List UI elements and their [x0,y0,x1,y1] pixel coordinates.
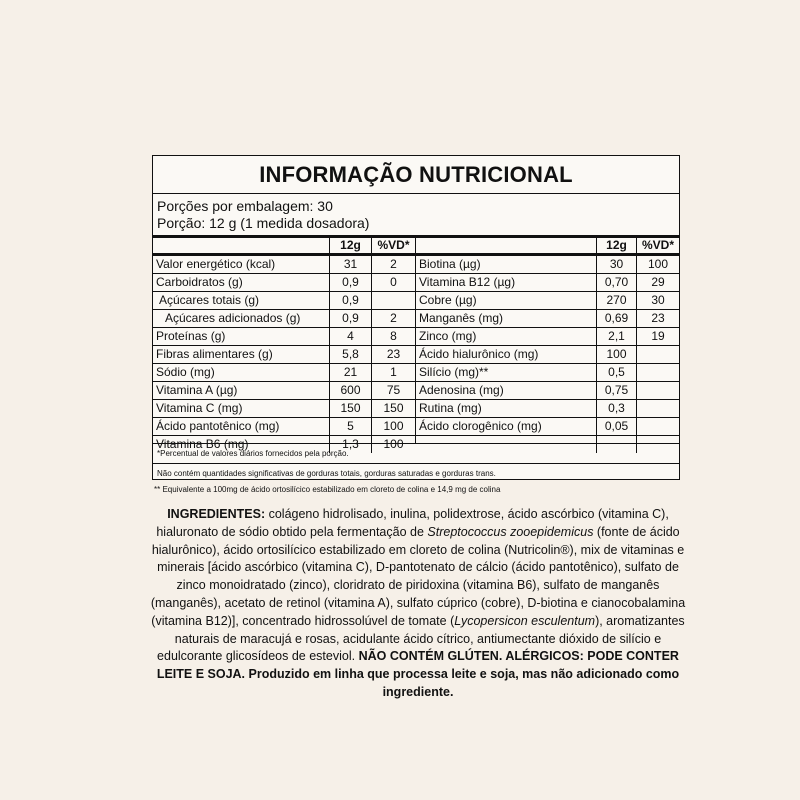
nutrient-amount: 0,9 [329,274,371,292]
ingredients-species: Lycopersicon esculentum [454,613,596,628]
nutrient-amount: 0,75 [596,382,636,400]
nutrient-name: Biotina (µg) [416,256,596,274]
nutrient-name: Silício (mg)** [416,364,596,382]
nutrient-amount: 30 [596,256,636,274]
ingredients-species: Streptococcus zooepidemicus [427,524,594,539]
portion-info [153,194,679,238]
nutrient-name: Ácido pantotênico (mg) [153,418,329,436]
nutrient-amount: 0,9 [329,310,371,328]
nutrition-facts-table [152,155,680,480]
nutrient-amount: 600 [329,382,371,400]
nutrient-vd [636,418,679,436]
nutrient-name: Carboidratos (g) [153,274,329,292]
footnote-vd: *Percentual de valores diários fornecidos pela porção. [153,444,679,464]
nutrient-amount: 1,3 [329,436,371,453]
nutrient-vd [636,364,679,382]
nutrient-name: Sódio (mg) [153,364,329,382]
nutrient-amount: 4 [329,328,371,346]
footnote-fats: Não contém quantidades significativas de gorduras totais, gorduras saturadas e gorduras trans. [157,469,496,478]
nutrient-name: Ácido clorogênico (mg) [416,418,596,436]
ingredients-text: colágeno hidrolisado, inulina, polidextrose, ácido ascórbico (vitamina C), hialuronato de sódio obtido pela fermentação de [156,507,669,539]
nutrient-name [416,436,596,453]
nutrient-vd: 8 [371,328,415,346]
nutrient-name: Vitamina B12 (µg) [416,274,596,292]
nutrient-amount: 2,1 [596,328,636,346]
header-blank [153,238,329,256]
nutrient-name: Vitamina B6 (mg) [156,437,249,451]
nutrient-vd [371,292,415,310]
header-vd: %VD* [371,238,415,256]
nutrient-vd: 23 [371,346,415,364]
nutrient-amount: 0,9 [329,292,371,310]
nutrient-amount: 0,05 [596,418,636,436]
nutrient-vd: 0 [371,274,415,292]
nutrient-vd [636,400,679,418]
ingredients-paragraph [150,506,686,702]
nutrient-amount: 0,70 [596,274,636,292]
portion-size: Porção: 12 g (1 medida dosadora) [157,215,370,231]
nutrient-name: Rutina (mg) [416,400,596,418]
nutrient-table-left [153,238,416,451]
nutrient-amount: 5 [329,418,371,436]
silicon-note: ** Equivalente a 100mg de ácido ortosilícico estabilizado em cloreto de colina e 14,9 mg de colina [154,485,501,494]
ingredients-label: INGREDIENTES: [167,507,266,521]
nutrient-vd: 30 [636,292,679,310]
header-amount: 12g [329,238,371,256]
nutrient-vd: 2 [371,310,415,328]
nutrient-amount: 0,69 [596,310,636,328]
nutrient-vd: 23 [636,310,679,328]
nutrient-name: Manganês (mg) [416,310,596,328]
nutrient-name: Proteínas (g) [153,328,329,346]
nutrient-vd: 100 [636,256,679,274]
nutrient-amount: 100 [596,346,636,364]
nutrient-amount: 0,3 [596,400,636,418]
ingredients-text: ), aromatizantes naturais de maracujá e rosas, acidulante ácido cítrico, antiumectante dióxido de silício e edulcorante glicosídeos de esteviol. [157,613,685,664]
header-vd: %VD* [636,238,679,256]
nutrient-amount: 5,8 [329,346,371,364]
nutrient-name: Açúcares adicionados (g) [153,310,329,328]
header-blank [416,238,596,256]
nutrient-vd: 1 [371,364,415,382]
nutrient-vd: 75 [371,382,415,400]
ingredients-text: (fonte de ácido hialurônico), ácido ortosilícico estabilizado em cloreto de colina (Nutricolin®), mix de vitaminas e minerais [ácido ascórbico (vitamina C), D-pantotenato de cálcio (ácido pantotênico), sulfato de zinco monoidratado (zinco), cloridrato de piridoxina (vitamina B6), sulfato de manganês (manganês), acetato de retinol (vitamina A), sulfato cúprico (cobre), D-biotina e cianocobalamina (vitamina B12)], concentrado hidrossolúvel de tomate ( [150,524,686,628]
nutrient-vd [636,436,679,453]
nutrient-vd: 150 [371,400,415,418]
nutrient-vd: 2 [371,256,415,274]
header-amount: 12g [596,238,636,256]
nutrient-vd [636,346,679,364]
nutrient-name: Vitamina A (µg) [153,382,329,400]
allergen-warning: NÃO CONTÉM GLÚTEN. ALÉRGICOS: PODE CONTER LEITE E SOJA. Produzido em linha que processa leite e soja, mas não adicionado como ingrediente. [156,649,680,699]
nutrient-name: Cobre (µg) [416,292,596,310]
nutrient-name: Adenosina (mg) [416,382,596,400]
nutrient-vd: 100 [371,436,415,453]
nutrient-name: Açúcares totais (g) [153,292,329,310]
nutrient-table-right [416,238,679,443]
nutrient-amount: 21 [329,364,371,382]
nutrient-amount: 31 [329,256,371,274]
nutrient-vd: 29 [636,274,679,292]
nutrient-vd: 100 [371,418,415,436]
table-title: INFORMAÇÃO NUTRICIONAL [153,156,679,194]
nutrient-amount: 0,5 [596,364,636,382]
nutrient-vd [636,382,679,400]
nutrient-name: Fibras alimentares (g) [153,346,329,364]
nutrient-name: Zinco (mg) [416,328,596,346]
nutrient-amount: 270 [596,292,636,310]
nutrient-tables [153,238,679,451]
nutrient-name: Ácido hialurônico (mg) [416,346,596,364]
nutrient-amount: 150 [329,400,371,418]
nutrient-name: Vitamina C (mg) [153,400,329,418]
nutrient-name: Valor energético (kcal) [153,256,329,274]
portions-per-pack: Porções por embalagem: 30 [157,198,333,214]
nutrient-vd: 19 [636,328,679,346]
nutrient-amount [596,436,636,453]
